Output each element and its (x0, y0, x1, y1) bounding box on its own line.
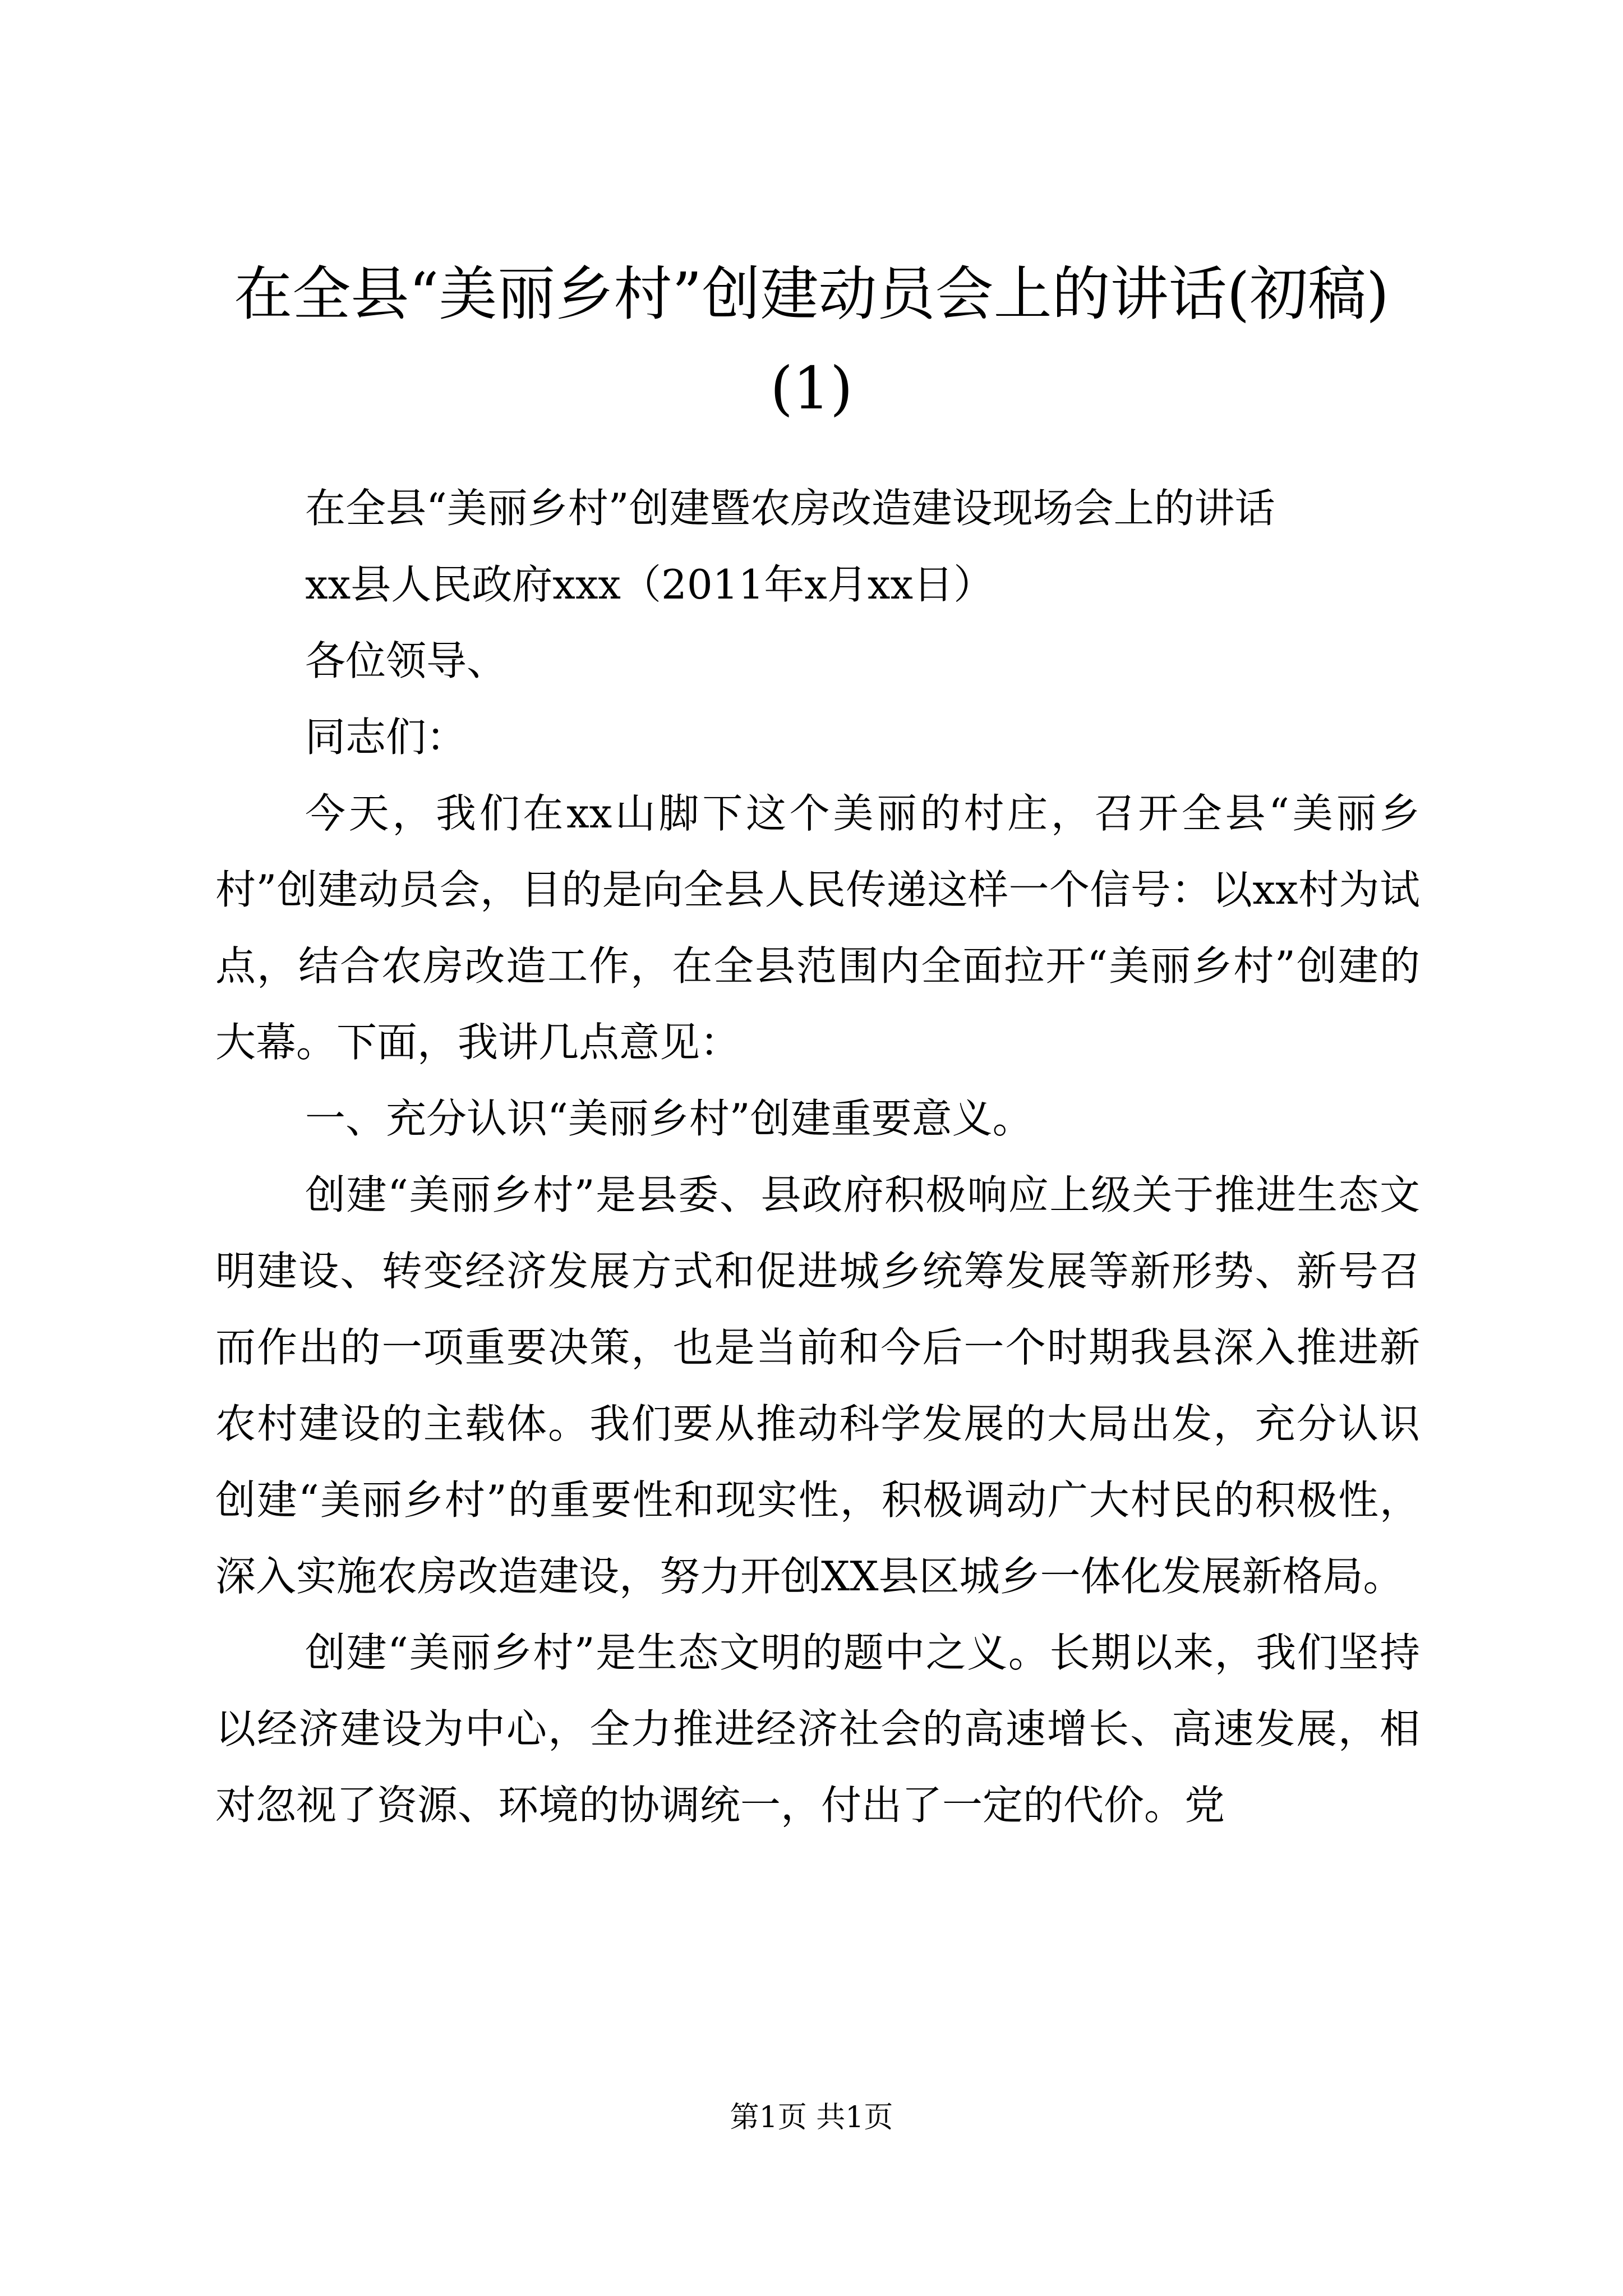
document-title: 在全县“美丽乡村”创建动员会上的讲话(初稿)(1) (234, 260, 1389, 422)
subtitle-paragraph: 在全县“美丽乡村”创建暨农房改造建设现场会上的讲话 (305, 485, 1275, 532)
salutation-line: 同志们： (305, 714, 467, 761)
section-heading: 一、充分认识“美丽乡村”创建重要意义。 (305, 1095, 1033, 1142)
salutation-line: 各位领导、 (305, 637, 508, 684)
page-footer: 第1页 共1页 (730, 2101, 893, 2134)
author-date-line: xx县人民政府xxx（2011年x月xx日） (305, 561, 994, 608)
document-body (215, 470, 1420, 1843)
body-paragraph: 创建“美丽乡村”是生态文明的题中之义。长期以来，我们坚持以经济建设为中心，全力推进经济社会的高速增长、高速发展，相对忽视了资源、环境的协调统一，付出了一定的代价。党 (215, 1629, 1420, 1829)
body-paragraph: 创建“美丽乡村”是县委、县政府积极响应上级关于推进生态文明建设、转变经济发展方式和促进城乡统筹发展等新形势、新号召而作出的一项重要决策，也是当前和今后一个时期我县深入推进新农村建设的主载体。我们要从推动科学发展的大局出发，充分认识创建“美丽乡村”的重要性和现实性，积极调动广大村民的积极性，深入实施农房改造建设，努力开创XX县区城乡一体化发展新格局。 (215, 1171, 1420, 1600)
body-paragraph: 今天，我们在xx山脚下这个美丽的村庄，召开全县“美丽乡村”创建动员会，目的是向全县人民传递这样一个信号：以xx村为试点，结合农房改造工作，在全县范围内全面拉开“美丽乡村”创建的大幕。下面，我讲几点意见： (215, 790, 1420, 1066)
